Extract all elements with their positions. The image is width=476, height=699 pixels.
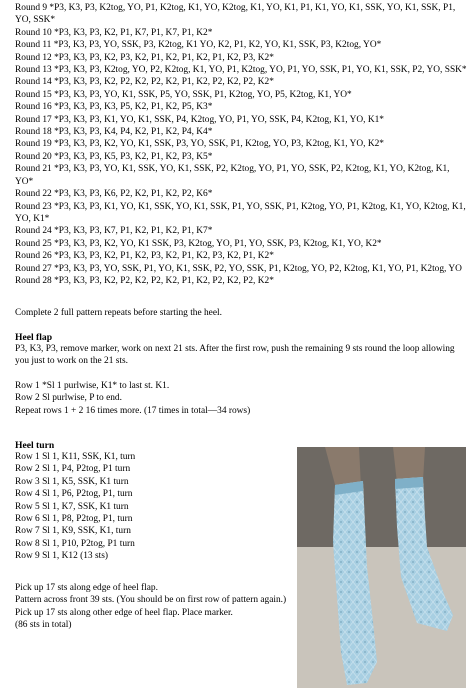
pattern-round: Round 17 *P3, K3, P3, K1, YO, K1, SSK, P4, K2tog, YO, P1, YO, SSK, P4, K2tog, K1, YO, K1* xyxy=(15,114,384,125)
pattern-round: Round 9 *P3, K3, P3, K2tog, YO, P1, K2tog, K1, YO, K2tog, K1, YO, K1, P1, K1, YO, K1, SSK, YO, K1, SSK, P1, YO, SSK* xyxy=(15,3,456,26)
heel-turn-row: Row 5 Sl 1, K7, SSK, K1 turn xyxy=(15,501,129,512)
pickup-line: (86 sts in total) xyxy=(15,620,72,631)
heel-flap-intro: P3, K3, P3, remove marker, work on next 21 sts. After the first row, push the remaining 9 sts round the loop allowing you just to work on the 21 sts. xyxy=(15,344,455,367)
pattern-round: Round 22 *P3, K3, P3, K6, P2, K2, P1, K2, P2, K6* xyxy=(15,189,213,200)
heel-flap-repeat: Repeat rows 1 + 2 16 times more. (17 times in total—34 rows) xyxy=(15,405,251,416)
pattern-rows xyxy=(15,2,467,287)
pickup-line: Pattern across front 39 sts. (You should be on first row of pattern again.) xyxy=(15,595,287,606)
pattern-round: Round 15 *P3, K3, P3, YO, K1, SSK, P5, YO, SSK, P1, K2tog, YO, P5, K2tog, K1, YO* xyxy=(15,89,352,100)
heel-flap-heading: Heel flap xyxy=(15,332,53,343)
pattern-round: Round 27 *P3, K3, P3, YO, SSK, P1, YO, K1, SSK, P2, YO, SSK, P1, K2tog, YO, P2, K2tog, K1, YO, P1, K2tog, YO xyxy=(15,263,462,274)
pattern-round: Round 26 *P3, K3, P3, K2, P1, K2, P3, K2, P1, K2, P3, K2, P1, K2* xyxy=(15,251,274,262)
heel-turn-row: Row 2 Sl 1, P4, P2tog, P1 turn xyxy=(15,464,131,475)
pattern-round: Round 23 *P3, K3, P3, K1, YO, K1, SSK, YO, K1, SSK, P1, YO, SSK, P1, K2tog, YO, P1, K2tog, K1, YO, K2tog, K1, YO, K1* xyxy=(15,201,466,224)
heel-turn-heading: Heel turn xyxy=(15,440,55,451)
pickup-line: Pick up 17 sts along edge of heel flap. xyxy=(15,583,158,593)
pattern-round: Round 20 *P3, K3, P3, K5, P3, K2, P1, K2, P3, K5* xyxy=(15,151,213,162)
heel-turn-row: Row 8 Sl 1, P10, P2tog, P1 turn xyxy=(15,538,135,549)
socks-photo xyxy=(297,447,466,688)
pattern-round: Round 21 *P3, K3, P3, YO, K1, SSK, YO, K1, SSK, P2, K2tog, YO, P1, YO, SSK, P2, K2tog, K1, YO, K2tog, K1, YO* xyxy=(15,164,450,187)
heel-turn-row: Row 7 Sl 1, K9, SSK, K1, turn xyxy=(15,526,131,537)
pattern-round: Round 10 *P3, K3, P3, K2, P1, K7, P1, K7, P1, K2* xyxy=(15,27,213,38)
pattern-round: Round 25 *P3, K3, P3, K2, YO, K1 SSK, P3, K2tog, YO, P1, YO, SSK, P3, K2tog, K1, YO, K2* xyxy=(15,238,382,249)
pattern-round: Round 28 *P3, K3, P3, K2, P2, K2, P2, K2, P1, K2, P2, K2, P2, K2* xyxy=(15,275,274,286)
socks-illustration xyxy=(297,447,466,688)
heel-turn-row: Row 1 Sl 1, K11, SSK, K1, turn xyxy=(15,452,136,462)
heel-flap-rows xyxy=(15,380,415,417)
heel-turn-row: Row 6 Sl 1, P8, P2tog, P1, turn xyxy=(15,514,133,525)
pickup-instructions xyxy=(15,582,287,632)
heel-flap-row-2: Row 2 Sl purlwise, P to end. xyxy=(15,393,122,404)
pattern-round: Round 14 *P3, K3, P3, K2, P2, K2, P2, K2, P1, K2, P2, K2, P2, K2* xyxy=(15,77,274,88)
heel-turn-row: Row 4 Sl 1, P6, P2tog, P1, turn xyxy=(15,489,133,500)
heel-turn-row: Row 9 Sl 1, K12 (13 sts) xyxy=(15,551,108,562)
pattern-round: Round 18 *P3, K3, P3, K4, P4, K2, P1, K2, P4, K4* xyxy=(15,127,213,138)
pattern-round: Round 19 *P3, K3, P3, K2, YO, K1, SSK, P3, YO, SSK, P1, K2tog, YO, P3, K2tog, K1, YO, K2* xyxy=(15,139,384,150)
heel-flap-row-1: Row 1 *Sl 1 purlwise, K1* to last st. K1. xyxy=(15,381,170,391)
pickup-line: Pick up 17 sts along other edge of heel flap. Place marker. xyxy=(15,607,233,618)
pattern-round: Round 24 *P3, K3, P3, K7, P1, K2, P1, K2, P1, K7* xyxy=(15,226,213,237)
pattern-round: Round 11 *P3, K3, P3, YO, SSK, P3, K2tog, K1 YO, K2, P1, K2, YO, K1, SSK, P3, K2tog, YO* xyxy=(15,40,382,51)
heel-turn-row: Row 3 Sl 1, K5, SSK, K1 turn xyxy=(15,476,129,487)
repeat-note: Complete 2 full pattern repeats before starting the heel. xyxy=(15,308,222,318)
heel-turn-rows xyxy=(15,451,285,563)
pattern-round: Round 13 *P3, K3, P3, K2tog, YO, P2, K2tog, K1, YO, P1, K2tog, YO, P1, YO, SSK, P1, YO, K1, SSK, P2, YO, SSK* xyxy=(15,65,467,76)
pattern-round: Round 16 *P3, K3, P3, K3, P5, K2, P1, K2, P5, K3* xyxy=(15,102,213,113)
pattern-round: Round 12 *P3, K3, P3, K2, P3, K2, P1, K2, P1, K2, P1, K2, P3, K2* xyxy=(15,52,274,63)
